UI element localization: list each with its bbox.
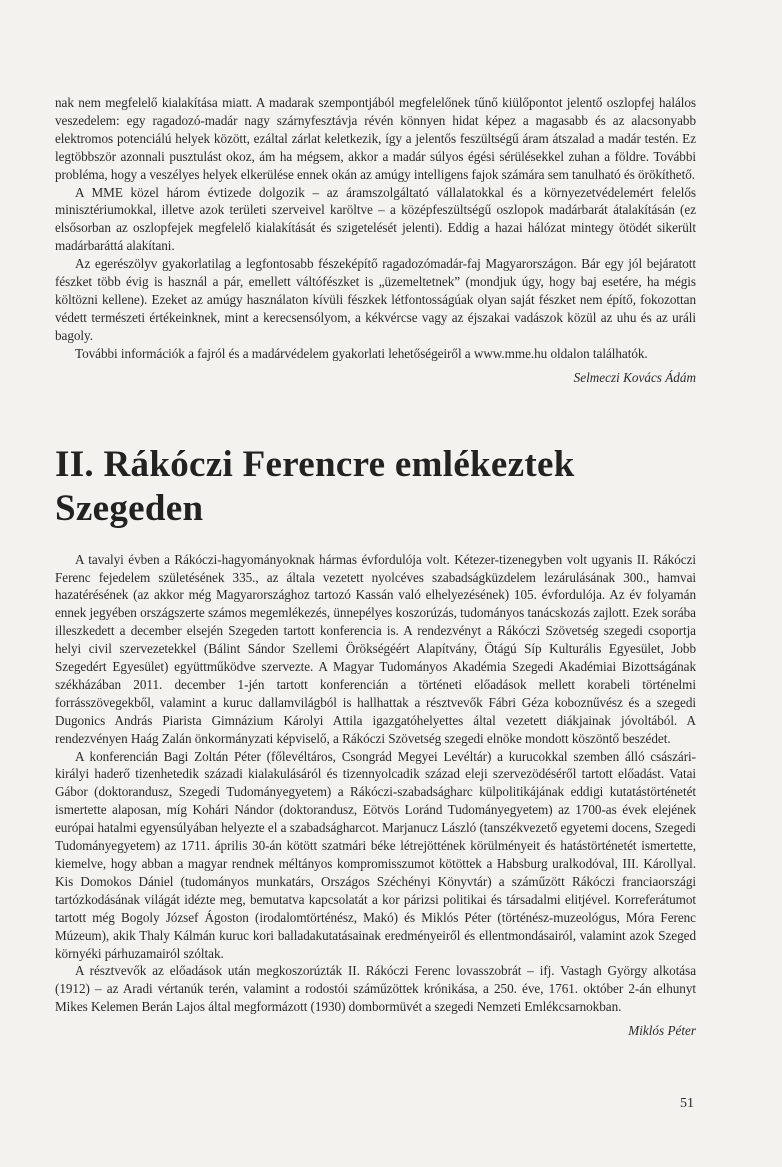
author-signature: Selmeczi Kovács Ádám [573,369,696,385]
paragraph: Az egerészölyv gyakorlatilag a legfontosabb fészeképítő ragadozómadár-faj Magyarországon. Bár egy jól bejáratott fészket több évig is használ a pár, emellett váltófészket is „üzemeltetnek” (mondjuk úgy, hogy baj esetére, ha mégis költözni kellene). Ezeket az amúgy használaton kívüli fészkek létfontosságúak olyan saját fészket nem építő, fokozottan védett természeti értékeinknek, mint a kerecsensólyom, a kékvércse vagy az éjszakai vadászok közül az uhu és az uráli bagoly. [55,256,696,343]
author-signature: Miklós Péter [628,1023,696,1039]
article-bird-protection [55,94,696,387]
paragraph: A konferencián Bagi Zoltán Péter (főlevéltáros, Csongrád Megyei Levéltár) a kurucokkal szemben álló császári-királyi haderő tizenhetedik századi kialakulásáról és tizennyolcadik század eleji szervezödéséről tartott előadást. Vatai Gábor (doktorandusz, Szegedi Tudományegyetem) a Rákóczi-szabadságharc külpolitikájának eddigi kutatástörténetét ismertette alaposan, míg Kohári Nándor (doktorandusz, Eötvös Loránd Tudományegyetem) az 1700-as évek elejének európai hatalmi egyensúlyában helyezte el a szabadságharcot. Marjanucz László (tanszékvezető egyetemi docens, Szegedi Tudományegyetem) az 1711. április 30-án kötött szatmári béke létrejöttének körülményeit és hatástörténetét ismertette, kiemelve, hogy abban a magyar rendnek méltányos kompromisszumot kötöttek a Habsburg uralkodóval, III. Károllyal. Kis Domokos Dániel (tudományos munkatárs, Országos Széchényi Könyvtár) a száműzött Rákóczi franciaországi tartózkodásának világát idézte meg, bemutatva kapcsolatát a kor párizsi politikai és társadalmi elitjével. Korreferátumot tartott még Bogoly József Ágoston (irodalomtörténész, Makó) és Miklós Péter (történész-muzeológus, Móra Ferenc Múzeum), akik Thaly Kálmán kuruc kori balladakutatásainak eredményeiről és ellentmondásairól, valamint azok Szeged környéki párhuzamairól szóltak. [55,748,696,961]
paragraph: A tavalyi évben a Rákóczi-hagyományoknak hármas évfordulója volt. Kétezer-tizenegyben volt ugyanis II. Rákóczi Ferenc fejedelem születésének 335., az általa vezetett nyolcéves szabadságküzdelem lezárulásának 300., hamvai hazatérésének (az akkor még Magyarországhoz tartozó Kassán való elhelyezésének) 105. évfordulója. Az év folyamán ennek jegyében országszerte számos megemlékezés, ünnepélyes koszorúzás, tudományos tanácskozás zajlott. Ezek sorába illeszkedett a december elsején Szegeden tartott konferencia is. A rendezvényt a Rákóczi Szövetség szegedi csoportja helyi civil szervezetekkel (Bálint Sándor Szellemi Örökségéért Alapítvány, Ötágú Síp Kulturális Egyesület, Jobb Szegedért Egyesület) együttműködve szervezte. A Magyar Tudományos Akadémia Szegedi Akadémiai Bizottságának székházában 2011. december 1-jén tartott konferencián a történeti előadások mellett korabeli történelmi forrásszövegekből, valamint a kuruc dallamvilágból is hallhattak a résztvevők Fábri Géza koboznűvész és a szegedi Dugonics András Piarista Gimnázium Károlyi Attila igazgatóhelyettes által vezetett diákjainak jóvoltából. A rendezvényen Haág Zalán önkormányzati képviselő, a Rákóczi Szövetség szegedi elnöke mondott köszöntő beszédet. [55,551,696,746]
article-title: II. Rákóczi Ferencre emlékeztek Szegeden [55,443,575,529]
paragraph: További információk a fajról és a madárvédelem gyakorlati lehetőségeiről a www.mme.hu oldalon találhatók. [75,345,648,361]
paragraph: A résztvevők az előadások után megkoszorúzták II. Rákóczi Ferenc lovasszobrát – ifj. Vastagh György alkotása (1912) – az Aradi vértanúk terén, valamint a rodostói száműzöttek krónikása, a 250. éve, 1761. október 2-án elhunyt Mikes Kelemen Berán Lajos által megformázott (1930) dombormüvét a szegedi Nemzeti Emlékcsarnokban. [55,963,696,1015]
paragraph: nak nem megfelelő kialakítása miatt. A madarak szempontjából megfelelőnek tűnő kiülőpontot jelentő oszlopfej halálos veszedelem: egy ragadozó-madár nagy szárnyfesztávja révén könnyen hidat képez a magasabb és az alacsonyabb elektromos potenciálú helyek között, ezáltal zárlat keletkezik, így a jelentős feszültségű áram átszalad a madár testén. Ez legtöbbször azonnali pusztulást okoz, ám ha mégsem, akkor a madár súlyos égési sérülésekkel zuhan a földre. További probléma, hogy a veszélyes helyek elkerülése ennek okán az amúgy intelligens fajok számára sem tanulható és örökíthető. [55,95,696,182]
paragraph: A MME közel három évtizede dolgozik – az áramszolgáltató vállalatokkal és a környezetvédelemért felelős minisztériumokkal, illetve azok területi szerveivel karöltve – a középfeszültségű oszlopok madárbarát átalakításán (ez elsősorban az oszlopfejek megfelelő kialakítását és szigetelését jelenti). Eddig a hazai hálózat mintegy ötödét sikerült madárbaráttá alakítani. [55,184,696,254]
text-column [55,94,696,1040]
page-number: 51 [680,1096,694,1111]
article-rakoczi [55,551,696,1041]
